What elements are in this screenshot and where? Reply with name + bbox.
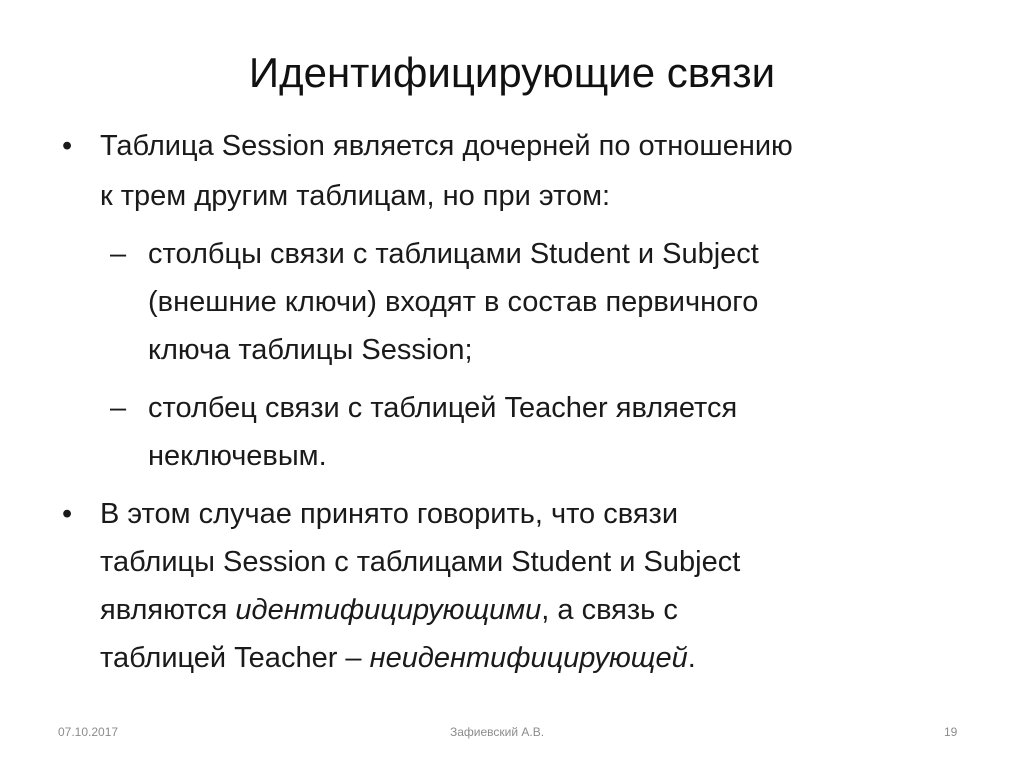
- bullet2-line1: В этом случае принято говорить, что связи: [100, 498, 679, 530]
- term-identifying: идентифицирующими: [235, 594, 542, 626]
- dash-marker: –: [110, 392, 127, 424]
- sub1-line1: столбцы связи с таблицами Student и Subject: [148, 238, 759, 270]
- bullet2-line3-pre: являются: [100, 594, 236, 626]
- sub1-line2: (внешние ключи) входят в состав первичного: [148, 286, 759, 318]
- footer-author: Зафиевский А.В.: [450, 725, 545, 739]
- sub2-line1: столбец связи с таблицей Teacher является: [148, 392, 738, 424]
- bullet1-line2: к трем другим таблицам, но при этом:: [100, 180, 611, 212]
- footer-date: 07.10.2017: [58, 725, 119, 739]
- bullet2-line3-post: , а связь с: [541, 594, 678, 626]
- bullet-marker: •: [62, 498, 73, 530]
- slide-title: Идентифицирующие связи: [248, 49, 776, 96]
- page-number: 19: [944, 725, 958, 739]
- sub1-line3: ключа таблицы Session;: [148, 334, 473, 366]
- bullet2-line4: [100, 638, 696, 678]
- dash-marker: –: [110, 238, 127, 270]
- term-non-identifying: неидентифицирующей: [369, 642, 688, 674]
- sub2-line2: неключевым.: [148, 440, 327, 472]
- bullet2-line3: [100, 590, 678, 630]
- bullet-marker: •: [62, 130, 73, 162]
- bullet2-line4-post: .: [687, 642, 696, 674]
- bullet2-line2: таблицы Session с таблицами Student и Subject: [100, 546, 741, 578]
- bullet2-line4-pre: таблицей Teacher –: [100, 642, 370, 674]
- bullet1-line1: Таблица Session является дочерней по отношению: [100, 130, 793, 162]
